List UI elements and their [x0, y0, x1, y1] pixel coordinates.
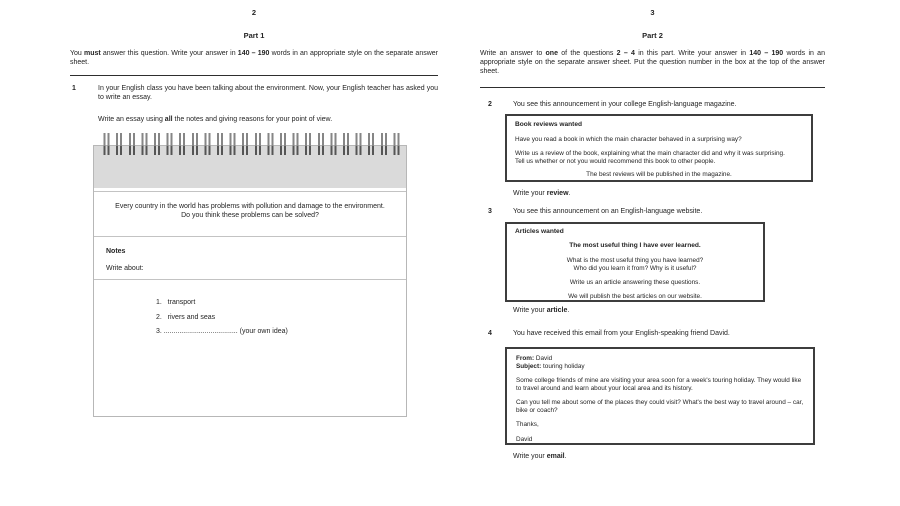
announcement-line: Write us a review of the book, explaining what the main character did and why it was surprising. [515, 150, 785, 157]
email-subject-line [516, 363, 804, 371]
email-closing: Thanks, [516, 421, 539, 428]
rubric-text: of the questions [557, 50, 617, 57]
articles-wanted-announcement [505, 222, 765, 302]
rubric-bold: one [545, 50, 558, 57]
rubric-bold: 140 – 190 [237, 50, 270, 57]
notes-list-item: 3. ...................................... (your own idea) [156, 328, 288, 335]
question-4-intro: You have received this email from your English-speaking friend David. [513, 330, 730, 337]
rubric-text: words in an appropriate style on the separate answer sheet. [70, 50, 438, 66]
write-text: Write your [513, 190, 547, 197]
rubric-bold: 140 – 190 [749, 50, 784, 57]
announcement-line: What is the most useful thing you have learned? [566, 257, 704, 264]
book-reviews-announcement [505, 114, 813, 182]
part-2-title: Part 2 [642, 31, 663, 40]
write-text: . [568, 190, 571, 197]
write-bold: article [546, 307, 568, 314]
write-text: Write your [513, 453, 547, 460]
part-1-rubric [70, 49, 438, 67]
question-1-number: 1 [72, 85, 76, 92]
write-bold: email [546, 453, 565, 460]
write-email-instruction [513, 452, 567, 461]
announcement-line: Have you read a book in which the main character behaved in a surprising way? [515, 136, 742, 143]
announcement-line: Tell us whether or not you would recommend this book to other people. [515, 158, 716, 165]
announcement-header: Articles wanted [515, 228, 564, 235]
notes-list-item: 2. rivers and seas [156, 313, 216, 321]
spiral-binding-icon [100, 133, 402, 146]
horizontal-rule [70, 75, 438, 76]
announcement-footer: The best reviews will be published in the magazine. [586, 171, 732, 178]
write-text: Write your [513, 307, 547, 314]
write-article-instruction [513, 306, 569, 315]
question-3 [480, 207, 825, 216]
notebook-panel [93, 145, 407, 417]
exam-page-2 [70, 0, 438, 506]
email-from-david [505, 347, 815, 445]
rubric-text: in this part. Write your answer in [634, 50, 750, 57]
question-1-text: In your English class you have been talking about the environment. Now, your English teacher has asked you to write an essay. [98, 85, 438, 101]
essay-instruction [98, 115, 332, 124]
email-paragraph: Can you tell me about some of the places they could visit? What's the best way to travel around – car, bike or coach? [516, 399, 804, 414]
announcement-line: Write us an article answering these questions. [569, 279, 701, 286]
essay-question-line2: Do you think these problems can be solved? [181, 212, 319, 219]
essay-bold: all [164, 116, 173, 123]
part-1-title: Part 1 [243, 31, 265, 40]
essay-question-line1: Every country in the world has problems with pollution and damage to the environment. [115, 203, 385, 210]
essay-text: the notes and giving reasons for your point of view. [172, 116, 333, 123]
question-2 [480, 100, 825, 109]
question-4 [480, 329, 825, 338]
announcement-line: Who did you learn it from? Why is it useful? [573, 265, 697, 272]
rubric-bold: 2 – 4 [616, 50, 635, 57]
rubric-bold: must [83, 50, 101, 57]
announcement-title: Book reviews wanted [515, 121, 583, 128]
exam-page-3 [480, 0, 825, 506]
announcement-title: The most useful thing I have ever learned. [569, 242, 701, 249]
write-bold: review [546, 190, 569, 197]
notes-list [94, 280, 406, 340]
question-3-number: 3 [488, 208, 492, 215]
write-text: . [567, 307, 570, 314]
write-text: . [564, 453, 567, 460]
rubric-text: answer this question. Write your answer in [100, 50, 238, 57]
essay-question-panel [94, 191, 406, 237]
write-review-instruction [513, 189, 570, 198]
notes-label: Notes [106, 248, 126, 255]
subject-value: touring holiday [543, 363, 585, 370]
essay-text: Write an essay using [98, 116, 165, 123]
rubric-text: words in an appropriate style on the separate answer sheet. Put the question number in the box at the top of the answer sheet. [480, 50, 825, 75]
question-4-number: 4 [488, 330, 492, 337]
page-number: 3 [650, 8, 655, 17]
page-number: 2 [251, 8, 257, 17]
notes-panel [94, 237, 406, 280]
question-3-intro: You see this announcement on an English-language website. [513, 208, 703, 215]
announcement-line: We will publish the best articles on our website. [568, 293, 702, 300]
rubric-text: Write an answer to [480, 50, 546, 57]
question-1 [70, 84, 438, 102]
from-label: From: [516, 355, 535, 362]
subject-label: Subject: [516, 363, 542, 370]
spiral-binding-feet-icon [100, 146, 402, 155]
question-2-number: 2 [488, 101, 492, 108]
rubric-text: You [70, 50, 84, 57]
from-value: David [535, 355, 553, 362]
horizontal-rule [480, 87, 825, 88]
email-signature: David [516, 436, 533, 443]
email-from-line [516, 355, 804, 363]
notes-list-item: 1. transport [156, 299, 196, 306]
write-about-label: Write about: [106, 265, 144, 272]
part-2-rubric [480, 49, 825, 76]
question-2-intro: You see this announcement in your college English-language magazine. [513, 101, 737, 108]
email-paragraph: Some college friends of mine are visiting your area soon for a week's touring holiday. They would like to travel around and learn about your local area and its history. [516, 377, 802, 392]
